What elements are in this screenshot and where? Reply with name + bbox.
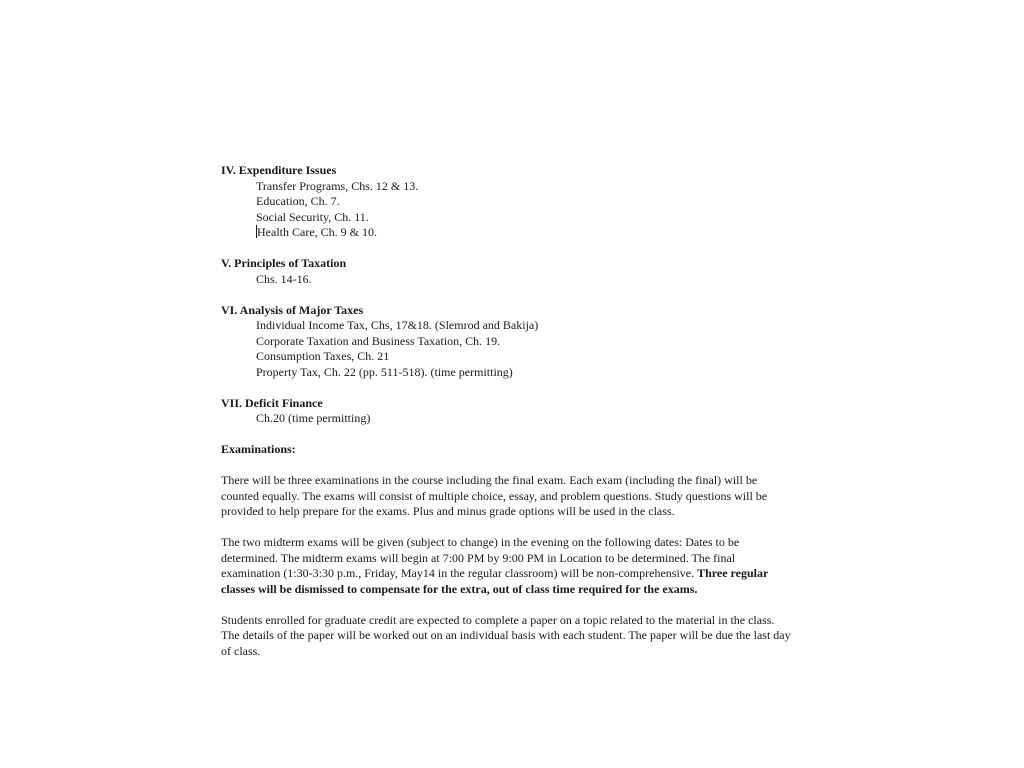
graduate-credit-paragraph: Students enrolled for graduate credit are expected to complete a paper on a topic related to the material in the class. The details of the paper will be worked out on an individual basis with each student. The paper will be due the last day of class. — [221, 612, 791, 658]
examinations-paragraph-2 — [221, 535, 791, 597]
examinations-paragraph-1: There will be three examinations in the course including the final exam. Each exam (including the final) will be counted equally. The exams will consist of multiple choice, essay, and problem questions. Study questions will be provided to help prepare for the exams. Plus and minus grade options will be used in the class. — [221, 473, 768, 518]
list-item: Corporate Taxation and Business Taxation, Ch. 19. — [256, 333, 501, 348]
section-heading: VII. Deficit Finance — [221, 395, 323, 410]
list-item: Chs. 14-16. — [256, 271, 312, 286]
list-item: Social Security, Ch. 11. — [256, 209, 369, 224]
section-heading: IV. Expenditure Issues — [221, 163, 337, 177]
section-deficit-finance — [221, 396, 791, 427]
list-item-text: Health Care, Ch. 9 & 10. — [257, 225, 377, 239]
paragraph-bold-text: Three regular classes will be dismissed to compensate for the extra, out of class time required for the exams. — [221, 566, 769, 596]
paragraph-text: The two midterm exams will be given (subject to change) in the evening on the following dates: Dates to be determined. The midterm exams will begin at 7:00 PM by 9:00 PM in Location to be determined. The final examination (1:30-3:30 p.m., Friday, May14 in the regular classroom) will be non-comprehensive. — [221, 535, 740, 580]
list-item-with-cursor[interactable] — [221, 225, 791, 241]
list-item: Education, Ch. 7. — [256, 194, 340, 208]
document-page — [221, 163, 791, 675]
examinations-heading: Examinations: — [221, 442, 296, 456]
section-principles-of-taxation — [221, 256, 791, 287]
section-analysis-of-major-taxes — [221, 303, 791, 381]
section-expenditure-issues — [221, 163, 791, 241]
list-item: Consumption Taxes, Ch. 21 — [256, 349, 390, 363]
list-item: Ch.20 (time permitting) — [256, 411, 371, 425]
examinations-heading-block — [221, 442, 791, 458]
list-item: Transfer Programs, Chs. 12 & 13. — [256, 178, 419, 193]
list-item: Individual Income Tax, Chs, 17&18. (Slemrod and Bakija) — [256, 318, 539, 332]
section-heading: VI. Analysis of Major Taxes — [221, 302, 364, 317]
list-item: Property Tax, Ch. 22 (pp. 511-518). (time permitting) — [256, 364, 513, 379]
section-heading: V. Principles of Taxation — [221, 256, 347, 270]
